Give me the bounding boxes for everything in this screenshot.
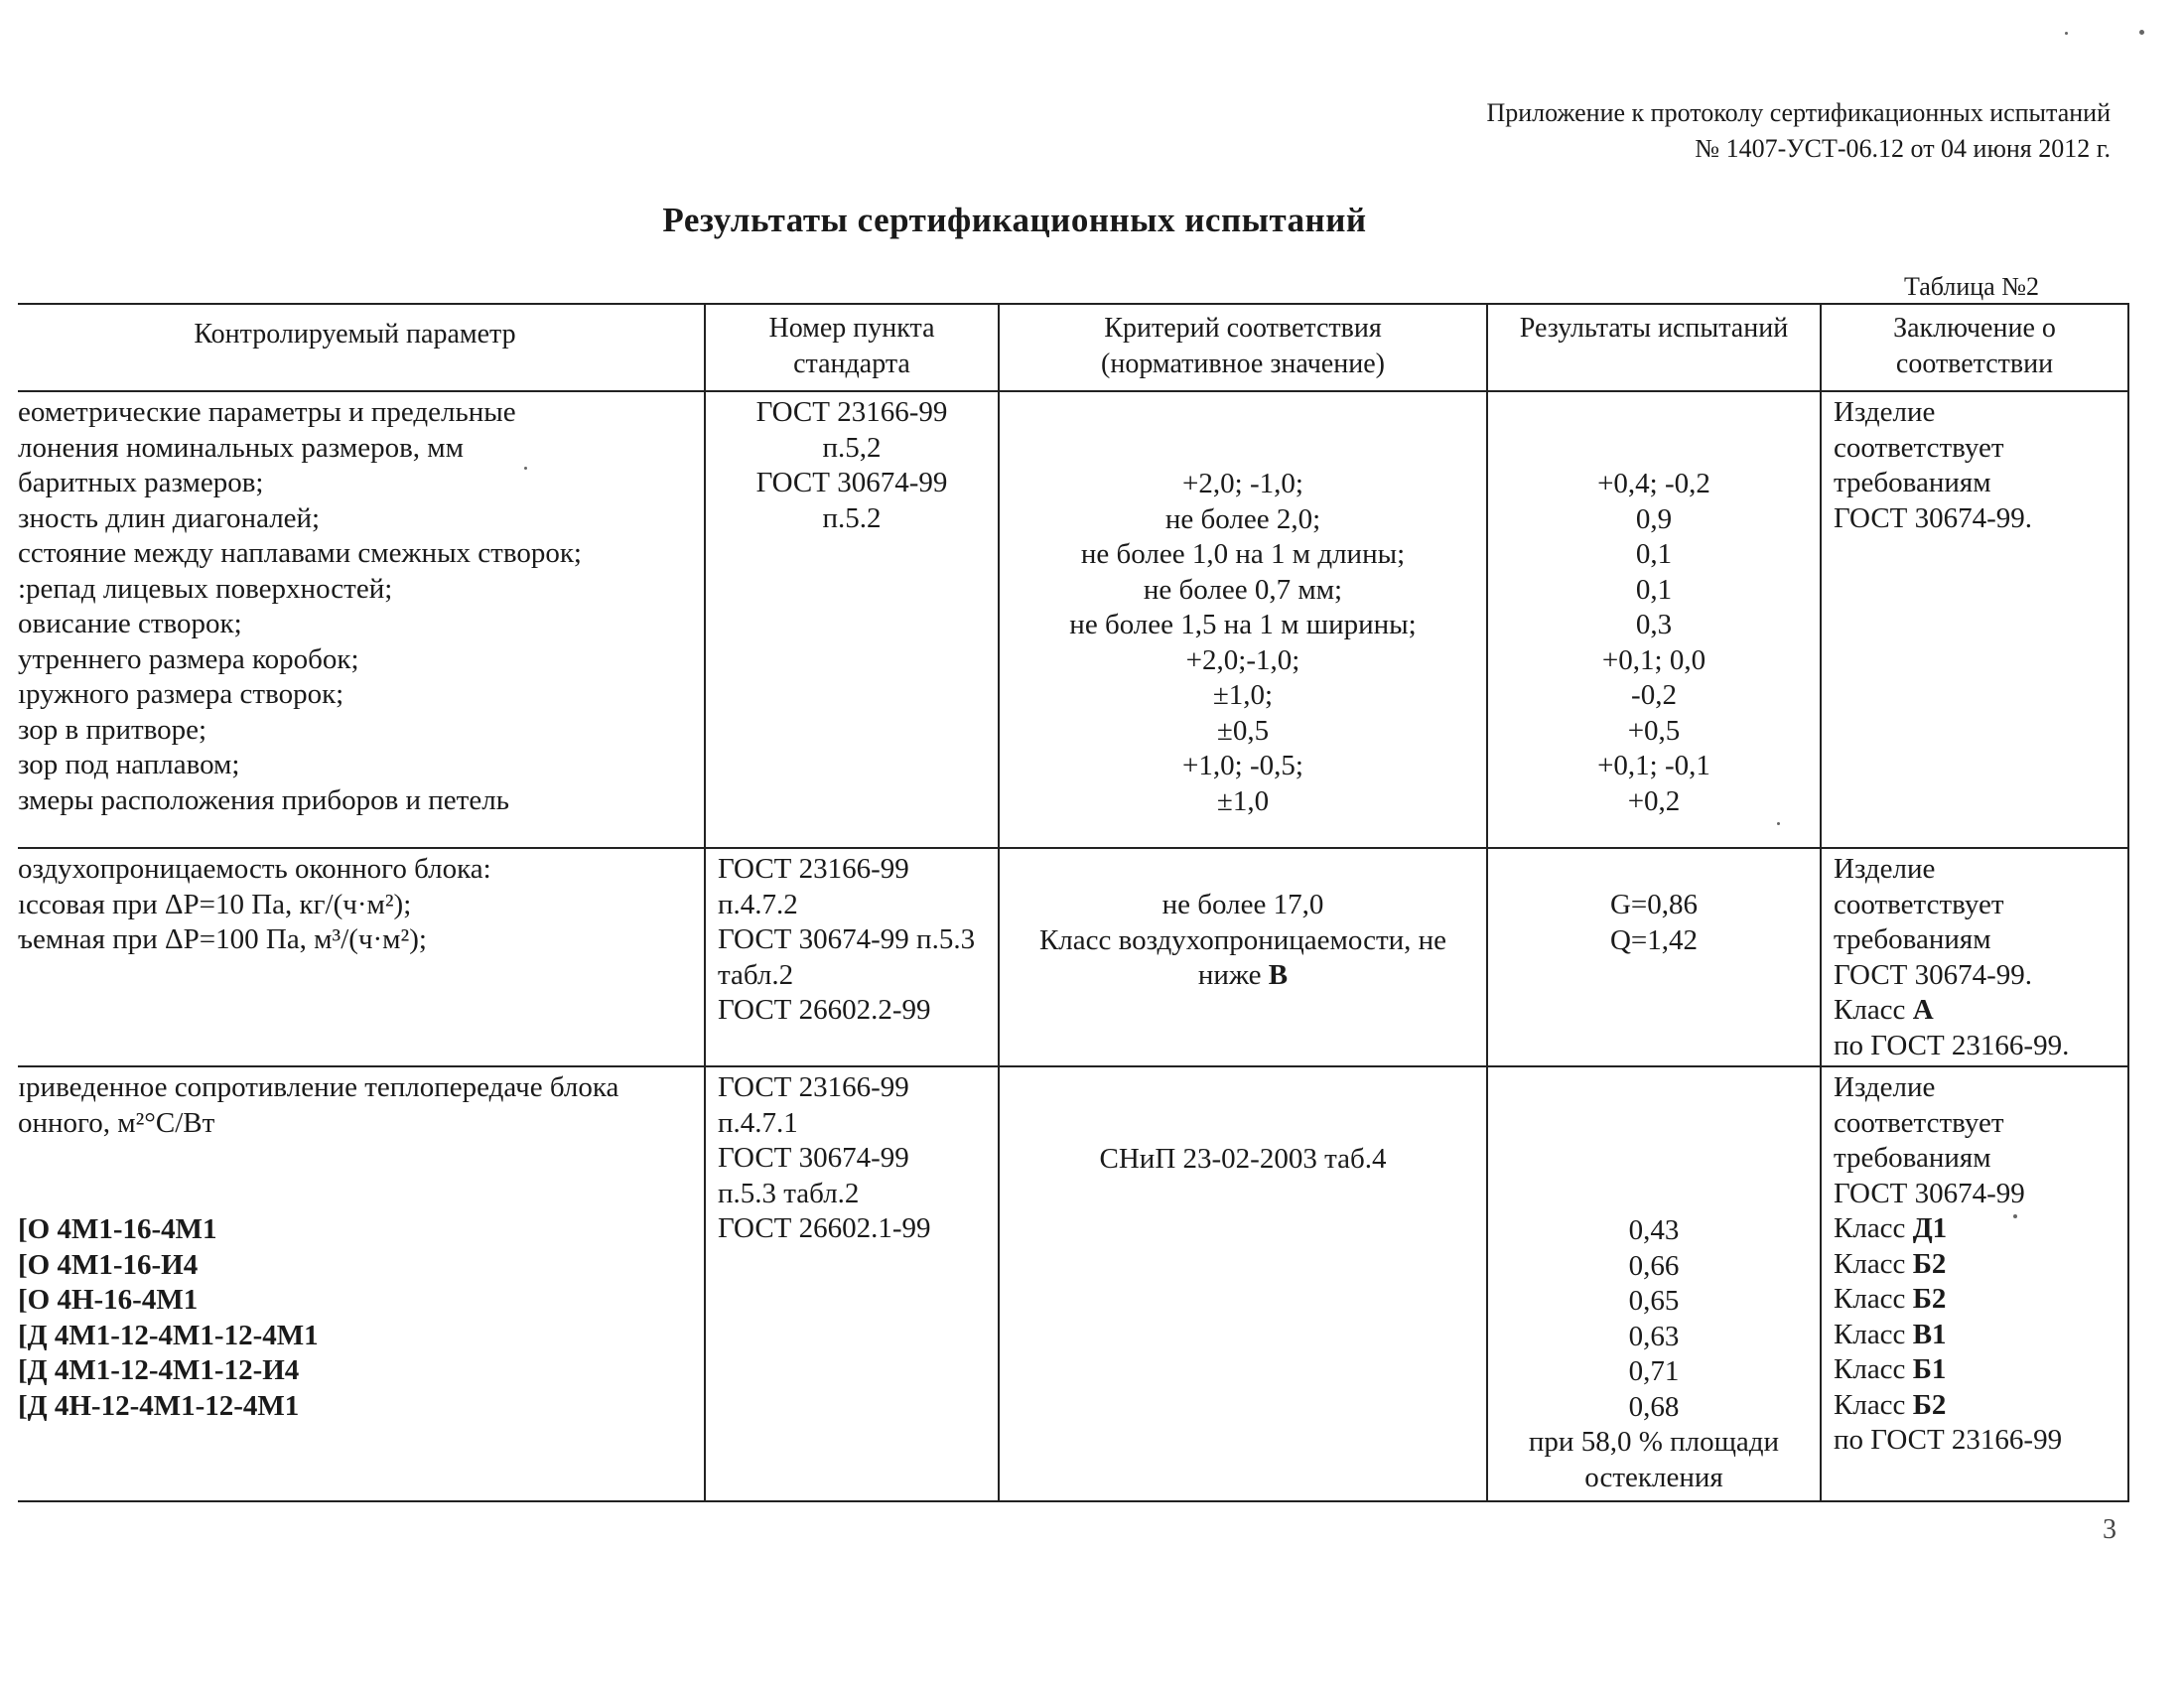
air-class-criterion: В: [1268, 959, 1289, 991]
glazing-5: [Д 4Н-12-4М1-12-4М1: [18, 1389, 300, 1422]
row2-params: оздухопроницаемость оконного блока: ıссовая при ΔР=10 Па, кг/(ч·м²); ъемная при ΔР=100 Па, м³/(ч·м²);: [18, 848, 705, 1066]
row1-param-11: змеры расположения приборов и петель: [18, 783, 509, 816]
page-number: 3: [2103, 1514, 2116, 1545]
scan-speck: [2065, 32, 2068, 35]
scan-speck: [524, 467, 527, 470]
glazing-0: [О 4М1-16-4М1: [18, 1213, 217, 1245]
scan-speck: [2139, 30, 2144, 35]
row1-param-5: :репад лицевых поверхностей;: [18, 572, 393, 605]
header-criterion: Критерий соответствия (нормативное значение): [999, 304, 1487, 391]
row1-results: +0,4; -0,2 0,9 0,1 0,1 0,3 +0,1; 0,0 -0,2 +0,5 +0,1; -0,1 +0,2: [1487, 391, 1821, 848]
row1-param-10: зор под наплавом;: [18, 749, 240, 780]
row2-results: G=0,86 Q=1,42: [1487, 848, 1821, 1066]
row3-clauses: ГОСТ 23166-99 п.4.7.1 ГОСТ 30674-99 п.5.3 табл.2 ГОСТ 26602.1-99: [705, 1066, 999, 1501]
glazing-1: [О 4М1-16-И4: [18, 1248, 199, 1281]
row1-param-4: сстояние между наплавами смежных створок;: [18, 537, 582, 569]
row1-param-2: баритных размеров;: [18, 467, 264, 498]
scan-speck: [2013, 1214, 2017, 1218]
row1-conclusion: Изделие соответствует требованиям ГОСТ 30674-99.: [1821, 391, 2128, 848]
row1-param-9: зор в притворе;: [18, 713, 207, 746]
row3-results: 0,43 0,66 0,65 0,63 0,71 0,68 при 58,0 % площади остекления: [1487, 1066, 1821, 1501]
results-table: [18, 303, 2129, 1502]
thermal-class-5: Б2: [1912, 1388, 1947, 1421]
row3-params: ɪриведенное сопротивление теплопередаче блока онного, м²°С/Вт [О 4М1-16-4М1 [О 4М1-16-И4 [О 4Н-16-4М1 [Д 4М1-12-4М1-12-4М1 [Д 4М1-12-4М1-12-И4 [Д 4Н-12-4М1-12-4М1: [18, 1066, 705, 1501]
glazing-3: [Д 4М1-12-4М1-12-4М1: [18, 1319, 319, 1351]
row2-criteria: не более 17,0 Класс воздухопроницаемости, не ниже В: [999, 848, 1487, 1066]
row3-conclusion: Изделие соответствует требованиям ГОСТ 30674-99 Класс Д1 Класс Б2 Класс Б2 Класс В1 Класс Б1 Класс Б2 по ГОСТ 23166-99: [1821, 1066, 2128, 1501]
row1-param-8: ıружного размера створок;: [18, 678, 344, 710]
thermal-class-1: Б2: [1912, 1247, 1947, 1280]
row2-conclusion: Изделие соответствует требованиям ГОСТ 30674-99. Класс А по ГОСТ 23166-99.: [1821, 848, 2128, 1066]
glazing-4: [Д 4М1-12-4М1-12-И4: [18, 1354, 300, 1386]
row1-criteria: +2,0; -1,0; не более 2,0; не более 1,0 на 1 м длины; не более 0,7 мм; не более 1,5 на 1 м ширины; +2,0;-1,0; ±1,0; ±0,5 +1,0; -0,5; ±1,0: [999, 391, 1487, 848]
header-conclusion: Заключение о соответствии: [1821, 304, 2128, 391]
scan-speck: [1777, 822, 1780, 825]
thermal-class-4: Б1: [1912, 1353, 1947, 1385]
table-row-geometry: [18, 391, 2128, 848]
row1-param-6: овисание створок;: [18, 608, 242, 639]
table-header-row: [18, 304, 2128, 391]
thermal-class-0: Д1: [1912, 1212, 1948, 1244]
row1-param-1: лонения номинальных размеров, мм: [18, 431, 464, 464]
appendix-note: [1486, 95, 2111, 167]
row1-param-3: зность длин диагоналей;: [18, 501, 321, 534]
row1-param-0: еометрические параметры и предельные: [18, 396, 516, 428]
glazing-2: [О 4Н-16-4М1: [18, 1284, 199, 1316]
header-results: Результаты испытаний: [1487, 304, 1821, 391]
air-class-result: А: [1912, 994, 1934, 1026]
row1-clauses: ГОСТ 23166-99 п.5,2 ГОСТ 30674-99 п.5.2: [705, 391, 999, 848]
table-row-air-permeability: [18, 848, 2128, 1066]
row1-param-7: утреннего размера коробок;: [18, 642, 359, 675]
row3-criteria: СНиП 23-02-2003 таб.4: [999, 1066, 1487, 1501]
row2-clauses: ГОСТ 23166-99 п.4.7.2 ГОСТ 30674-99 п.5.3 табл.2 ГОСТ 26602.2-99: [705, 848, 999, 1066]
table-label: Таблица №2: [1904, 272, 2040, 301]
thermal-class-2: Б2: [1912, 1283, 1947, 1315]
thermal-class-3: В1: [1912, 1318, 1947, 1350]
table-row-thermal-resistance: [18, 1066, 2128, 1501]
appendix-note-line-1: Приложение к протоколу сертификационных испытаний: [1486, 98, 2111, 127]
appendix-note-line-2: № 1407-УСТ-06.12 от 04 июня 2012 г.: [1695, 134, 2111, 163]
results-table-wrapper: [18, 303, 2128, 1502]
header-param: Контролируемый параметр: [18, 304, 705, 391]
row1-params: [18, 391, 705, 848]
document-title: Результаты сертификационных испытаний: [662, 201, 1367, 239]
header-clause: Номер пункта стандарта: [705, 304, 999, 391]
